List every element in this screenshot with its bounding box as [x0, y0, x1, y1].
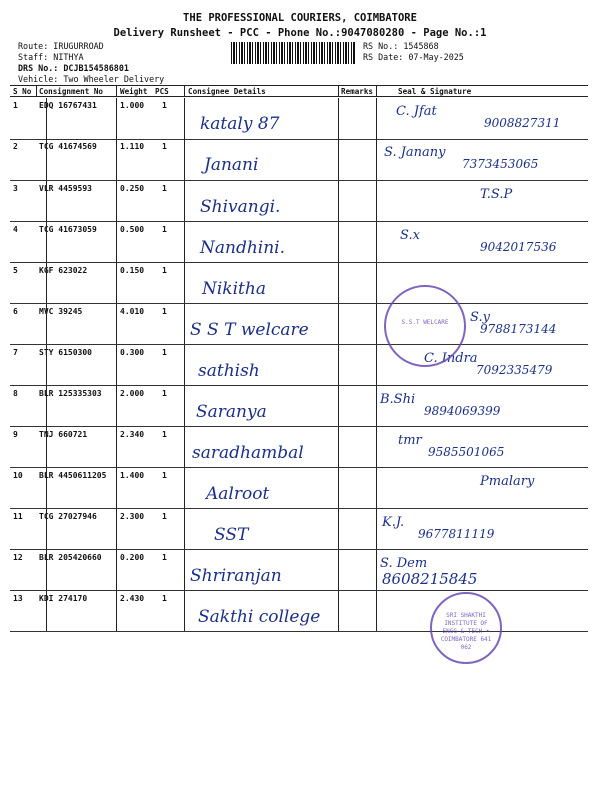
row-pcs: 1: [162, 553, 167, 562]
col-header-remarks: Remarks: [341, 87, 374, 96]
row-sno: 13: [13, 594, 23, 603]
row-sno: 10: [13, 471, 23, 480]
col-divider: [46, 345, 47, 386]
row-weight: 0.500: [120, 225, 145, 234]
col-divider: [376, 181, 377, 222]
col-divider: [46, 139, 47, 181]
consignee-handwriting: SST: [214, 525, 249, 545]
row-pcs: 1: [162, 184, 167, 193]
phone-number: 9008827311: [484, 116, 561, 130]
col-divider: [184, 222, 185, 263]
welcare-stamp: [384, 285, 466, 367]
phone-number: 7373453065: [462, 157, 539, 171]
row-sno: 8: [13, 389, 18, 398]
row-weight: 0.200: [120, 553, 145, 562]
col-divider: [46, 263, 47, 304]
consignee-handwriting: Nikitha: [202, 279, 266, 299]
consignee-handwriting: saradhambal: [192, 443, 304, 463]
col-divider: [116, 304, 117, 345]
row-consignment-no: TCG 41673059: [39, 225, 97, 234]
col-divider: [116, 85, 117, 97]
table-top-border: [10, 85, 588, 86]
table-row: [10, 386, 588, 427]
col-divider: [376, 386, 377, 427]
row-pcs: 1: [162, 266, 167, 275]
row-weight: 2.340: [120, 430, 145, 439]
row-pcs: 1: [162, 101, 167, 110]
phone-number: 9677811119: [418, 527, 495, 541]
staff-label: Staff: NITHYA: [18, 52, 84, 62]
col-divider: [184, 304, 185, 345]
row-sno: 12: [13, 553, 23, 562]
col-divider: [338, 85, 339, 97]
row-pcs: 1: [162, 225, 167, 234]
phone-number: 8608215845: [382, 570, 478, 588]
signature: S. Dem: [380, 556, 428, 571]
row-weight: 0.150: [120, 266, 145, 275]
col-header-sno: S No: [13, 87, 32, 96]
signature: Pmalary: [480, 474, 535, 489]
col-divider: [116, 222, 117, 263]
rs-number: RS No.: 1545868: [363, 41, 439, 51]
signature: S.x: [400, 228, 420, 243]
row-weight: 0.250: [120, 184, 145, 193]
col-divider: [376, 427, 377, 468]
row-sno: 7: [13, 348, 18, 357]
row-pcs: 1: [162, 142, 167, 151]
col-divider: [116, 468, 117, 509]
row-weight: 2.300: [120, 512, 145, 521]
consignee-handwriting: Sakthi college: [198, 607, 321, 627]
table-row: [10, 345, 588, 386]
col-divider: [376, 85, 377, 97]
route-label: Route: IRUGURROAD: [18, 41, 104, 51]
col-divider: [116, 263, 117, 304]
col-divider: [116, 345, 117, 386]
col-divider: [338, 304, 339, 345]
row-consignment-no: BLR 4450611205: [39, 471, 107, 480]
consignee-handwriting: Janani: [204, 155, 259, 175]
row-weight: 0.300: [120, 348, 145, 357]
row-sno: 5: [13, 266, 18, 275]
col-divider: [116, 98, 117, 140]
col-header-consignee: Consignee Details: [188, 87, 266, 96]
signature: C. Jfat: [396, 104, 437, 119]
col-header-pcs: PCS: [155, 87, 169, 96]
stamp-text: S.S.T WELCARE: [401, 319, 449, 326]
table-row: [10, 468, 588, 509]
table-row: [10, 181, 588, 222]
row-pcs: 1: [162, 512, 167, 521]
col-divider: [184, 139, 185, 181]
row-sno: 9: [13, 430, 18, 439]
col-header-weight: Weight: [120, 87, 148, 96]
row-pcs: 1: [162, 430, 167, 439]
col-divider: [376, 509, 377, 550]
col-divider: [376, 222, 377, 263]
col-divider: [184, 85, 185, 97]
row-sno: 2: [13, 142, 18, 151]
col-divider: [184, 468, 185, 509]
table-row: [10, 98, 588, 140]
row-sno: 11: [13, 512, 23, 521]
phone-number: 9042017536: [480, 240, 557, 254]
row-pcs: 1: [162, 471, 167, 480]
consignee-handwriting: Nandhini.: [200, 238, 286, 258]
row-weight: 1.000: [120, 101, 145, 110]
col-divider: [338, 345, 339, 386]
col-divider: [116, 181, 117, 222]
row-consignment-no: TCG 41674569: [39, 142, 97, 151]
row-sno: 1: [13, 101, 18, 110]
table-row: [10, 427, 588, 468]
row-sno: 4: [13, 225, 18, 234]
col-divider: [184, 386, 185, 427]
barcode: [231, 42, 355, 64]
signature: C. Indra: [424, 351, 478, 366]
col-divider: [184, 345, 185, 386]
table-row: [10, 550, 588, 591]
table-row: [10, 509, 588, 550]
table-row: [10, 304, 588, 345]
table-row: [10, 222, 588, 263]
consignee-handwriting: Aalroot: [206, 484, 270, 504]
col-divider: [376, 263, 377, 304]
col-divider: [46, 222, 47, 263]
col-divider: [338, 222, 339, 263]
consignee-handwriting: kataly 87: [200, 114, 280, 134]
drs-number: DRS No.: DCJB154586801: [18, 63, 129, 73]
col-divider: [338, 98, 339, 140]
col-divider: [116, 386, 117, 427]
signature: tmr: [398, 433, 422, 448]
col-divider: [338, 263, 339, 304]
row-weight: 1.110: [120, 142, 145, 151]
col-divider: [338, 386, 339, 427]
rs-date: RS Date: 07-May-2025: [363, 52, 464, 62]
col-divider: [46, 509, 47, 550]
row-pcs: 1: [162, 307, 167, 316]
col-divider: [184, 181, 185, 222]
signature: S. Janany: [384, 145, 446, 160]
header-bottom-border: [10, 96, 588, 97]
col-header-consignment: Consignment No: [39, 87, 104, 96]
consignee-handwriting: S S T welcare: [190, 320, 309, 340]
college-seal-stamp: [430, 592, 502, 664]
row-pcs: 1: [162, 389, 167, 398]
col-divider: [184, 550, 185, 591]
col-divider: [338, 139, 339, 181]
row-pcs: 1: [162, 594, 167, 603]
signature: S.y: [470, 310, 490, 325]
col-divider: [36, 85, 37, 97]
col-divider: [376, 591, 377, 632]
col-divider: [46, 591, 47, 632]
col-divider: [338, 181, 339, 222]
row-consignment-no: BLR 205420660: [39, 553, 102, 562]
col-divider: [184, 591, 185, 632]
col-divider: [46, 304, 47, 345]
runsheet-subtitle: Delivery Runsheet - PCC - Phone No.:9047080280 - Page No.:1: [113, 27, 487, 39]
col-divider: [46, 427, 47, 468]
col-divider: [46, 550, 47, 591]
row-consignment-no: KGF 623022: [39, 266, 88, 275]
table-row: [10, 263, 588, 304]
row-sno: 6: [13, 307, 18, 316]
consignee-handwriting: Shriranjan: [190, 566, 282, 586]
row-weight: 1.400: [120, 471, 145, 480]
col-divider: [116, 509, 117, 550]
table-row: [10, 139, 588, 181]
phone-number: 7092335479: [476, 363, 553, 377]
col-divider: [338, 427, 339, 468]
col-divider: [184, 427, 185, 468]
row-consignment-no: TCG 27027946: [39, 512, 97, 521]
signature: K.J.: [382, 515, 405, 530]
phone-number: 9585501065: [428, 445, 505, 459]
col-divider: [116, 427, 117, 468]
col-divider: [376, 98, 377, 140]
row-consignment-no: EDQ 16767431: [39, 101, 97, 110]
col-divider: [116, 139, 117, 181]
col-divider: [116, 550, 117, 591]
row-consignment-no: BLR 125335303: [39, 389, 102, 398]
row-weight: 2.430: [120, 594, 145, 603]
col-divider: [338, 550, 339, 591]
phone-number: 9894069399: [424, 404, 501, 418]
vehicle-label: Vehicle: Two Wheeler Delivery: [18, 74, 165, 84]
signature: T.S.P: [480, 187, 513, 202]
row-weight: 4.010: [120, 307, 145, 316]
col-divider: [184, 263, 185, 304]
col-divider: [46, 98, 47, 140]
col-divider: [376, 550, 377, 591]
signature: B.Shi: [380, 392, 416, 407]
col-divider: [376, 304, 377, 345]
consignee-handwriting: sathish: [198, 361, 260, 381]
col-divider: [46, 181, 47, 222]
col-divider: [46, 468, 47, 509]
company-title: THE PROFESSIONAL COURIERS, COIMBATORE: [183, 12, 417, 24]
col-divider: [376, 468, 377, 509]
col-divider: [46, 386, 47, 427]
col-header-signature: Seal & Signature: [398, 87, 472, 96]
phone-number: 9788173144: [480, 322, 557, 336]
col-divider: [338, 591, 339, 632]
col-divider: [184, 509, 185, 550]
col-divider: [184, 98, 185, 140]
consignee-handwriting: Saranya: [196, 402, 267, 422]
row-pcs: 1: [162, 348, 167, 357]
col-divider: [338, 509, 339, 550]
row-consignment-no: MVC 39245: [39, 307, 83, 316]
row-consignment-no: VLR 4459593: [39, 184, 92, 193]
row-weight: 2.000: [120, 389, 145, 398]
row-consignment-no: STY 6150300: [39, 348, 92, 357]
col-divider: [116, 591, 117, 632]
col-divider: [376, 345, 377, 386]
col-divider: [338, 468, 339, 509]
row-consignment-no: TNJ 660721: [39, 430, 88, 439]
row-sno: 3: [13, 184, 18, 193]
col-divider: [376, 139, 377, 181]
consignee-handwriting: Shivangi.: [200, 197, 281, 217]
stamp-text: SRI SHAKTHI INSTITUTE OF ENGG & TECH • COIMBATORE 641 062: [440, 612, 492, 651]
row-consignment-no: KDI 274170: [39, 594, 88, 603]
